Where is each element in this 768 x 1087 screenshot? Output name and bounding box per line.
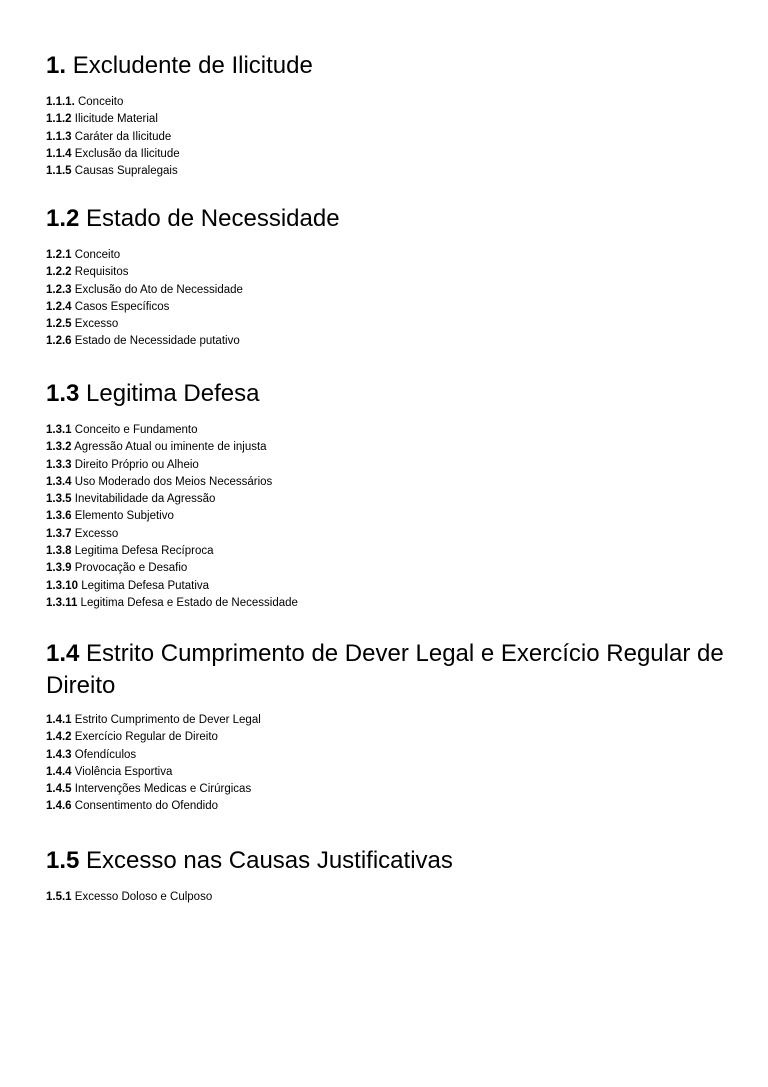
item-text: Conceito e Fundamento: [74, 424, 198, 436]
section-excludente-de-ilicitude: [46, 50, 313, 180]
list-item: [46, 163, 313, 180]
item-text: Ofendículos: [74, 748, 137, 761]
list-item: [46, 578, 298, 595]
item-text: Excesso Doloso e Culposo: [74, 891, 213, 903]
item-text: Direito Próprio ou Alheio: [74, 458, 199, 471]
item-number: 1.4.3: [46, 748, 72, 761]
item-text: Exercício Regular de Direito: [74, 731, 218, 744]
item-number: 1.3.1: [46, 424, 72, 436]
item-text: Estado de Necessidade putativo: [74, 335, 240, 348]
item-number: 1.3.2: [46, 441, 72, 454]
subsection-list: [46, 889, 453, 906]
list-item: [46, 764, 728, 781]
list-item: [46, 526, 298, 543]
item-number: 1.3.3: [46, 458, 72, 471]
section-title: [46, 638, 728, 702]
list-item: [46, 560, 298, 577]
list-item: [46, 491, 298, 508]
item-text: Consentimento do Ofendido: [74, 800, 218, 813]
list-item: [46, 129, 313, 146]
item-number: 1.1.2: [46, 113, 72, 126]
list-item: [46, 798, 728, 815]
section-title: [46, 50, 313, 82]
item-text: Violência Esportiva: [74, 765, 173, 778]
subsection-list: [46, 94, 313, 180]
item-text: Provocação e Desafio: [74, 562, 188, 575]
item-number: 1.3.6: [46, 510, 72, 523]
section-excesso-causas-justificativas: [46, 845, 453, 906]
subsection-list: [46, 712, 728, 816]
list-item: [46, 439, 298, 456]
item-text: Exclusão da Ilicitude: [74, 147, 180, 160]
item-number: 1.2.4: [46, 300, 72, 313]
section-number: 1.2: [46, 205, 80, 232]
list-item: [46, 264, 340, 281]
item-number: 1.4.1: [46, 714, 72, 726]
item-number: 1.4.6: [46, 800, 72, 813]
item-text: Casos Específicos: [74, 300, 170, 313]
list-item: [46, 889, 453, 906]
item-number: 1.2.2: [46, 266, 72, 279]
item-number: 1.3.5: [46, 493, 72, 506]
list-item: [46, 457, 298, 474]
list-item: [46, 282, 340, 299]
item-number: 1.3.7: [46, 527, 72, 540]
item-text: Legitima Defesa Recíproca: [74, 545, 214, 558]
section-title-text: Excesso nas Causas Justificativas: [86, 847, 453, 874]
item-text: Legitima Defesa e Estado de Necessidade: [80, 596, 298, 609]
section-estrito-cumprimento: [46, 638, 728, 816]
section-legitima-defesa: [46, 378, 298, 612]
section-number: 1.: [46, 52, 67, 79]
item-text: Intervenções Medicas e Cirúrgicas: [74, 783, 252, 796]
section-title: [46, 845, 453, 877]
item-number: 1.1.4: [46, 147, 72, 160]
list-item: [46, 729, 728, 746]
section-title-text: Legitima Defesa: [86, 380, 260, 407]
list-item: [46, 712, 728, 729]
list-item: [46, 595, 298, 612]
section-title-text: Estado de Necessidade: [86, 205, 340, 232]
item-number: 1.3.9: [46, 562, 72, 575]
item-text: Legitima Defesa Putativa: [81, 579, 210, 592]
item-text: Ilicitude Material: [74, 113, 158, 126]
list-item: [46, 247, 340, 264]
section-title: [46, 378, 298, 410]
list-item: [46, 299, 340, 316]
list-item: [46, 333, 340, 350]
item-number: 1.2.3: [46, 283, 72, 296]
section-title-text: Estrito Cumprimento de Dever Legal e Exercício Regular de Direito: [46, 640, 724, 699]
item-number: 1.3.10: [46, 579, 78, 592]
item-text: Elemento Subjetivo: [74, 510, 174, 523]
list-item: [46, 747, 728, 764]
section-title: [46, 203, 340, 235]
list-item: [46, 508, 298, 525]
list-item: [46, 94, 313, 111]
item-text: Agressão Atual ou iminente de injusta: [74, 441, 267, 454]
item-number: 1.1.5: [46, 165, 72, 178]
item-text: Estrito Cumprimento de Dever Legal: [74, 714, 261, 726]
list-item: [46, 781, 728, 798]
item-text: Conceito: [77, 96, 124, 108]
list-item: [46, 111, 313, 128]
item-text: Conceito: [74, 249, 121, 261]
list-item: [46, 316, 340, 333]
item-text: Caráter da Ilicitude: [74, 130, 172, 143]
section-title-text: Excludente de Ilicitude: [72, 52, 313, 79]
item-text: Inevitabilidade da Agressão: [74, 493, 216, 506]
list-item: [46, 474, 298, 491]
item-text: Excesso: [74, 318, 119, 331]
item-number: 1.1.3: [46, 130, 72, 143]
item-text: Causas Supralegais: [74, 165, 178, 178]
list-item: [46, 543, 298, 560]
item-number: 1.3.11: [46, 596, 78, 609]
section-estado-de-necessidade: [46, 203, 340, 351]
list-item: [46, 146, 313, 163]
item-text: Requisitos: [74, 266, 129, 279]
item-number: 1.4.4: [46, 765, 72, 778]
item-number: 1.1.1.: [46, 96, 75, 108]
item-number: 1.4.5: [46, 783, 72, 796]
item-number: 1.4.2: [46, 731, 72, 744]
item-number: 1.2.5: [46, 318, 72, 331]
section-number: 1.3: [46, 380, 80, 407]
section-number: 1.5: [46, 847, 80, 874]
item-text: Uso Moderado dos Meios Necessários: [74, 475, 273, 488]
item-text: Exclusão do Ato de Necessidade: [74, 283, 243, 296]
item-number: 1.3.8: [46, 545, 72, 558]
item-number: 1.2.1: [46, 249, 72, 261]
list-item: [46, 422, 298, 439]
item-number: 1.3.4: [46, 475, 72, 488]
item-text: Excesso: [74, 527, 119, 540]
item-number: 1.5.1: [46, 891, 72, 903]
section-number: 1.4: [46, 640, 80, 667]
subsection-list: [46, 247, 340, 351]
subsection-list: [46, 422, 298, 612]
item-number: 1.2.6: [46, 335, 72, 348]
